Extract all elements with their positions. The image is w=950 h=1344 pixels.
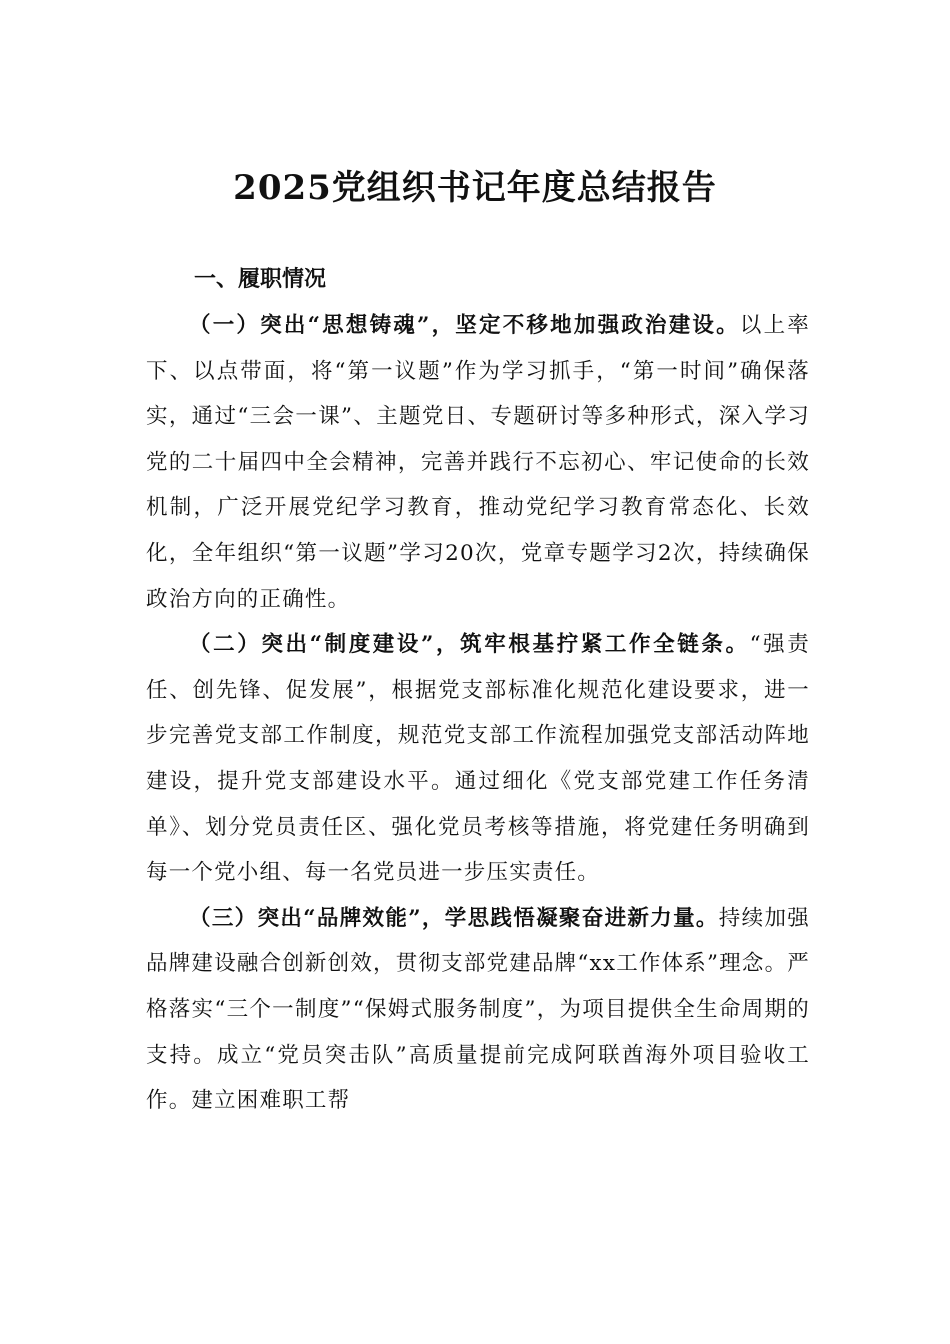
paragraph-2-lead: （二）突出“制度建设”，筑牢根基拧紧工作全链条。 bbox=[189, 632, 750, 658]
paragraph-2-text: “强责任、创先锋、促发展”，根据党支部标准化规范化建设要求，进一步完善党支部工作制度，规范党支部工作流程加强党支部活动阵地建设，提升党支部建设水平。通过细化《党支部党建工作任务清单》、划分党员责任区、强化党员考核等措施，将党建任务明确到每一个党小组、每一名党员进一步压实责任。 bbox=[146, 632, 810, 886]
document-title: 2025党组织书记年度总结报告 bbox=[233, 168, 717, 208]
paragraph-3 bbox=[146, 896, 810, 1124]
paragraph-1-text: 以上率下、以点带面，将“第一议题”作为学习抓手，“第一时间”确保落实，通过“三会一课”、主题党日、专题研讨等多种形式，深入学习党的二十届四中全会精神，完善并践行不忘初心、牢记使命的长效机制，广泛开展党纪学习教育，推动党纪学习教育常态化、长效化，全年组织“第一议题”学习20次，党章专题学习2次，持续确保政治方向的正确性。 bbox=[146, 313, 810, 612]
section-heading: 一、履职情况 bbox=[194, 267, 327, 292]
document-body bbox=[146, 256, 810, 1124]
paragraph-1 bbox=[146, 303, 810, 622]
paragraph-3-text: 持续加强品牌建设融合创新创效，贯彻支部党建品牌“xx工作体系”理念。严格落实“三个一制度”“保姆式服务制度”，为项目提供全生命周期的支持。成立“党员突击队”高质量提前完成阿联酋海外项目验收工作。建立困难职工帮 bbox=[146, 905, 810, 1114]
paragraph-1-lead: （一）突出“思想铸魂”，坚定不移地加强政治建设。 bbox=[189, 313, 740, 338]
paragraph-2 bbox=[146, 622, 810, 896]
paragraph-3-lead: （三）突出“品牌效能”，学思践悟凝聚奋进新力量。 bbox=[189, 905, 719, 931]
